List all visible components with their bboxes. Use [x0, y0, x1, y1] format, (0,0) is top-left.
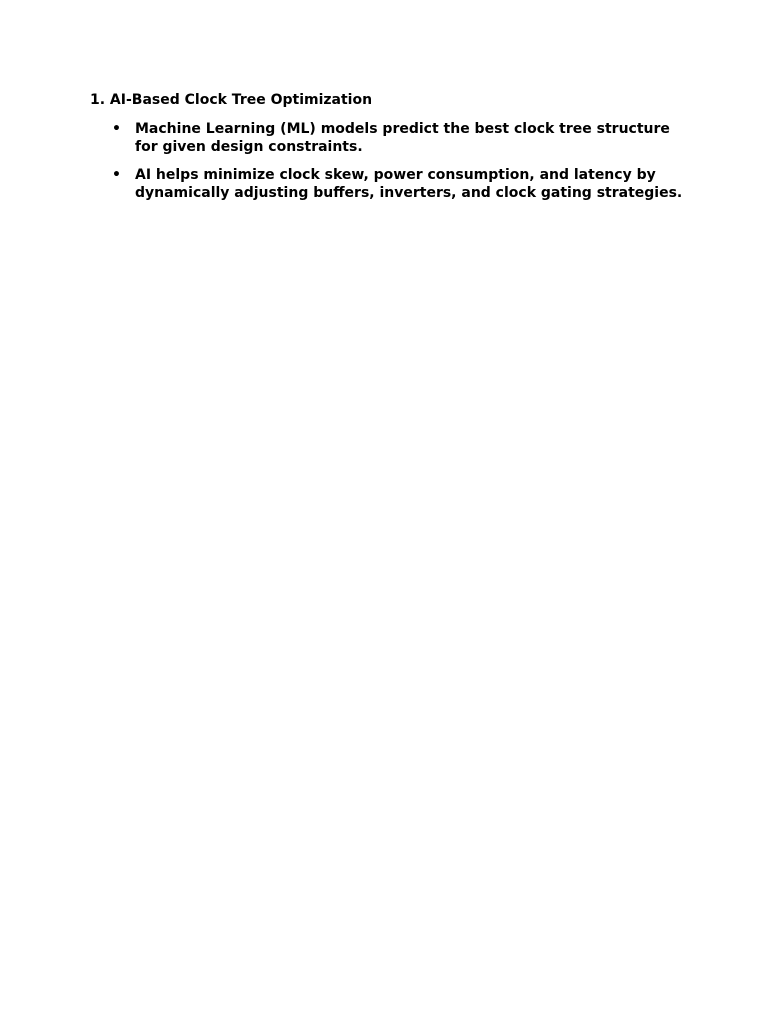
bullet-text-line: Machine Learning (ML) models predict the best clock tree structure: [135, 121, 670, 137]
bullet-list: [90, 120, 710, 202]
bullet-text-line: for given design constraints.: [135, 139, 363, 155]
list-item: [90, 120, 710, 156]
section-heading: 1. AI-Based Clock Tree Optimization: [90, 92, 373, 108]
section-ai-clock-tree: [90, 91, 710, 212]
bullet-marker: •: [112, 167, 121, 183]
bullet-text-line: AI helps minimize clock skew, power consumption, and latency by: [135, 167, 656, 183]
bullet-text-line: dynamically adjusting buffers, inverters, and clock gating strategies.: [135, 185, 683, 201]
bullet-marker: •: [112, 121, 121, 137]
list-item: [90, 166, 710, 202]
